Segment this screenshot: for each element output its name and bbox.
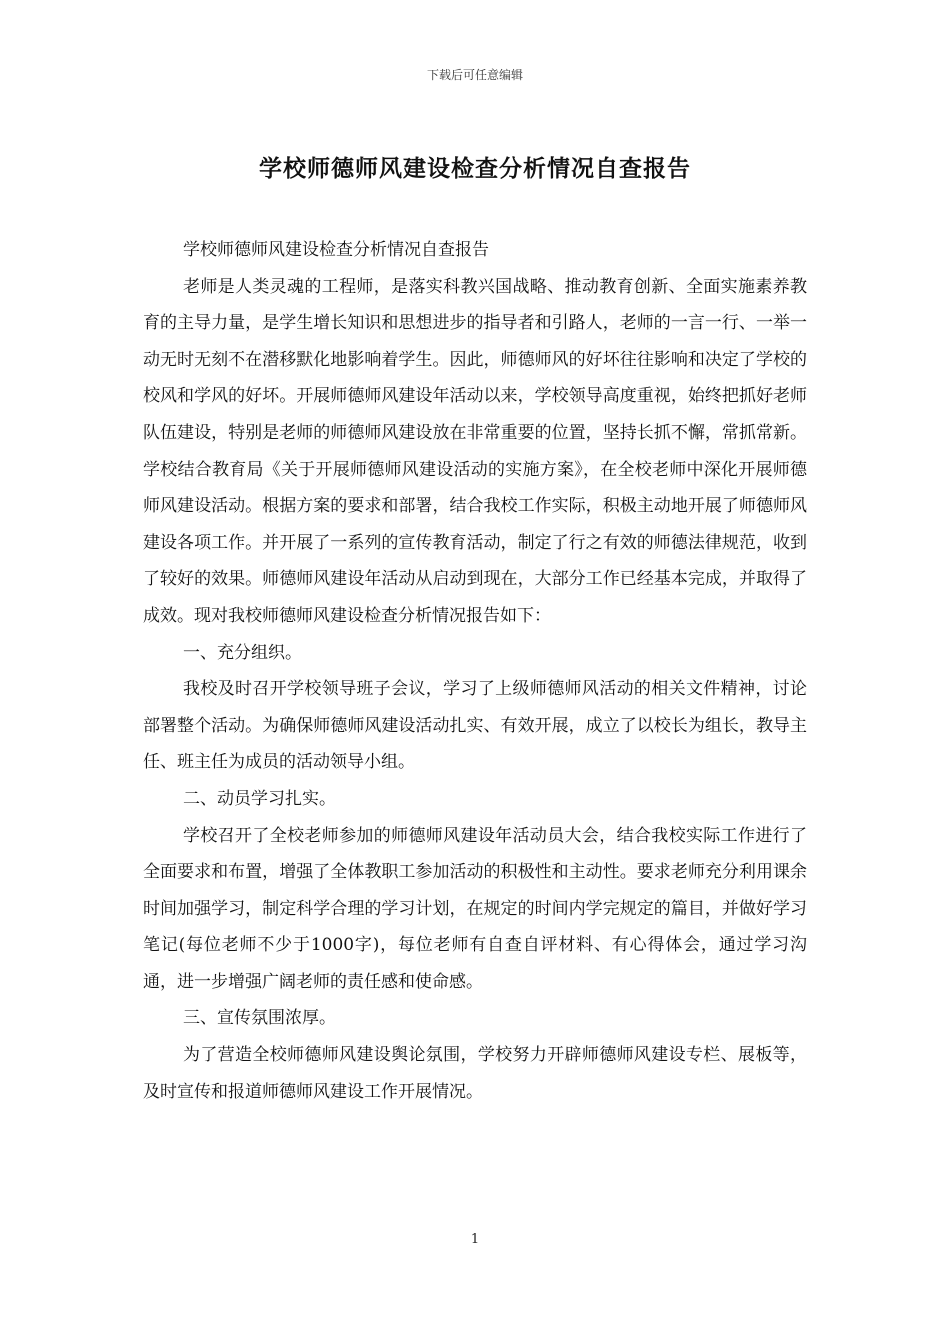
document-title: 学校师德师风建设检查分析情况自查报告: [259, 156, 691, 182]
section-heading-2: 二、动员学习扎实。: [183, 788, 336, 809]
body-paragraph-section-1: 我校及时召开学校领导班子会议，学习了上级师德师风活动的相关文件精神，讨论部署整个活动。为确保师德师风建设活动扎实、有效开展，成立了以校长为组长，教导主任、班主任为成员的活动领导小组。: [143, 679, 807, 773]
section-heading-3: 三、宣传氛围浓厚。: [183, 1008, 336, 1029]
document-body: [143, 232, 807, 1110]
body-paragraph-section-3: 为了营造全校师德师风建设舆论氛围，学校努力开辟师德师风建设专栏、展板等，及时宣传和报道师德师风建设工作开展情况。: [143, 1045, 807, 1102]
body-paragraph-section-2: 学校召开了全校老师参加的师德师风建设年活动员大会，结合我校实际工作进行了全面要求和布置，增强了全体教职工参加活动的积极性和主动性。要求老师充分利用课余时间加强学习，制定科学合理的学习计划，在规定的时间内学完规定的篇目，并做好学习笔记(每位老师不少于1000字)，每位老师有自查自评材料、有心得体会，通过学习沟通，进一步增强广阔老师的责任感和使命感。: [143, 825, 807, 992]
page-number: 1: [470, 1232, 480, 1247]
body-paragraph-subtitle: 学校师德师风建设检查分析情况自查报告: [183, 240, 489, 260]
header-note: 下载后可任意编辑: [426, 68, 523, 82]
body-paragraph-intro: 老师是人类灵魂的工程师，是落实科教兴国战略、推动教育创新、全面实施素养教育的主导力量，是学生增长知识和思想进步的指导者和引路人，老师的一言一行、一举一动无时无刻不在潜移默化地影响着学生。因此，师德师风的好坏往往影响和决定了学校的校风和学风的好坏。开展师德师风建设年活动以来，学校领导高度重视，始终把抓好老师队伍建设，特别是老师的师德师风建设放在非常重要的位置，坚持长抓不懈，常抓常新。学校结合教育局《关于开展师德师风建设活动的实施方案》，在全校老师中深化开展师德师风建设活动。根据方案的要求和部署，结合我校工作实际，积极主动地开展了师德师风建设各项工作。并开展了一系列的宣传教育活动，制定了行之有效的师德法律规范，收到了较好的效果。师德师风建设年活动从启动到现在，大部分工作已经基本完成，并取得了成效。现对我校师德师风建设检查分析情况报告如下：: [143, 276, 807, 626]
section-heading-1: 一、充分组织。: [183, 642, 302, 663]
